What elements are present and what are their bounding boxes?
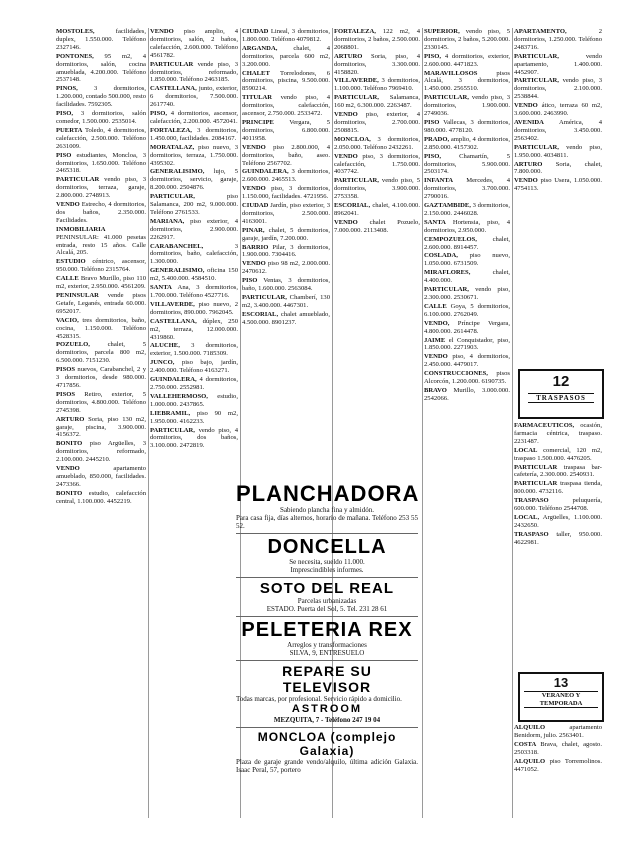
classified-ad-keyword: GUINDALERA, (150, 376, 197, 384)
classified-ad-keyword: PINAR, (242, 226, 265, 234)
ad-headline: REPARE SU TELEVISOR (282, 663, 372, 695)
classified-column-1 (56, 28, 146, 828)
classified-ad-keyword: LOCAL, (514, 513, 540, 521)
classified-ad: CONSTRUCCIONES, pisos Alcorcón, 1.200.000. 6190735. (424, 370, 510, 386)
classified-ad: PISOS nuevos, Carabanchel, 2 y 3 dormitorios, desde 980.000. 4717856. (56, 366, 146, 389)
ad-body: Para casa fija, días alternos, horario de mañana. Teléfono 253 55 52. (236, 514, 418, 530)
ad-body: ESTADO. Puerta del Sol, 5. Tel. 231 28 61 (266, 605, 388, 613)
classified-ad-keyword: VENDO, (424, 319, 450, 327)
classified-ad-keyword: MARIANA, (150, 217, 185, 225)
classified-ad: MONCLOA, 3 dormitorios, 2.050.000. Teléfono 2432261. (334, 135, 420, 151)
classified-ad-keyword: INFANTA (424, 177, 454, 185)
classified-ad-keyword: GUINDALERA, (242, 168, 289, 176)
classified-ad-keyword: SANTA (150, 284, 172, 292)
classified-ad-keyword: PARTICULAR (514, 463, 558, 471)
classified-ad: VENDO piso 2.800.000, 4 dormitorios, baño, aseo. Teléfono 2567702. (242, 143, 330, 167)
classified-ad: VENDO Estrecho, 4 dormitorios, dos baños, 2.350.000. Facilidades. (56, 201, 146, 224)
classified-ad-keyword: SUPERIOR, (424, 28, 460, 35)
classified-ad-keyword: FORTALEZA, (334, 28, 376, 35)
classified-ad: ALQUILO piso Torremolinos. 4471052. (514, 757, 602, 773)
classified-ad-keyword: ALUCHE, (150, 342, 180, 350)
classified-ad-keyword: BONITO (56, 489, 83, 497)
classified-ad-keyword: VENDO (424, 353, 448, 361)
classified-ad: ARTURO Soria, piso, 4 dormitorios, 3.300.000. 4158820. (334, 52, 420, 76)
classified-ad-keyword: PISO, (150, 110, 168, 118)
classified-ad: JUNCO, piso bajo, jardín, 2.400.000. Teléfono 4163271. (150, 359, 238, 375)
ad-headline: PELETERIA REX (241, 619, 413, 641)
classified-ad-keyword: PENINSULAR (56, 292, 99, 299)
classified-ad-keyword: PRINCIPE (242, 118, 274, 126)
classified-ad: JAIME el Conquistador, piso, 1.850.000. 2271903. (424, 336, 510, 352)
classified-column-5 (424, 28, 510, 828)
ad-subline: Sabiendo plancha fina y almidón. (280, 506, 374, 514)
classified-ad: PARTICULAR, Chamberí, 130 m2, 3.400.000. 4467301. (242, 294, 330, 309)
classified-ad: CALLE Goya, 5 dormitorios, 6.100.000. 2762049. (424, 302, 510, 318)
classified-ad-keyword: VENDO (514, 177, 538, 185)
classified-ad-keyword: ALQUILO (514, 724, 546, 731)
classified-ad-keyword: VILLAVERDE, (334, 77, 379, 85)
classified-ad: PARTICULAR, piso Salamanca, 200 m2, 9.000.000. Teléfono 2761533. (150, 193, 238, 216)
classified-ad-keyword: COSTA (514, 740, 537, 748)
ad-subline: Todas marcas, por profesional. Servicio rápido a domicilio. (236, 695, 402, 703)
display-ads-block (236, 480, 418, 777)
classified-ad-keyword: PARTICULAR (56, 176, 100, 184)
classified-ad-keyword: PARTICULAR, (334, 94, 379, 102)
classified-ad-keyword: VILLAVERDE, (150, 300, 195, 308)
classified-ad: FORTALEZA, 122 m2, 4 dormitorios, 2 baños, 2.500.000. 2068801. (334, 28, 420, 51)
classified-ad-keyword: PARTICULAR, (150, 426, 195, 434)
classified-ad: PARTICULAR, vendo piso, 1.950.000. 4034811. (514, 143, 602, 159)
classified-ad: GUINDALERA, 3 dormitorios, 2.600.000. 2465513. (242, 168, 330, 184)
classified-ad-keyword: GAZTAMBIDE, (424, 202, 471, 210)
classified-ad: CASTELLANA, junto, exterior, 6 dormitorios, 7.500.000. 2617740. (150, 85, 238, 109)
classified-ad: VENDO piso Usera, 1.050.000. 4754113. (514, 177, 602, 193)
classified-ad: PISO estudiantes, Moncloa, 3 dormitorios, 1.650.000. Teléfono 2465318. (56, 151, 146, 175)
column-separator (148, 28, 149, 818)
classified-ad-keyword: MARAVILLOSOS (424, 69, 478, 77)
classified-ad-keyword: ARTURO (334, 52, 363, 60)
classified-ad: VILLAVERDE, piso nuevo, 2 dormitorios, 890.000. 7962045. (150, 300, 238, 316)
classified-ad: PRINCIPE Vergara, 5 dormitorios, 6.800.000. 4011958. (242, 118, 330, 142)
classified-ad: VENDO piso, 3 dormitorios, calefacción, 1.750.000. 4037742. (334, 152, 420, 176)
classified-ad-keyword: CIUDAD (242, 28, 269, 35)
classified-ad-keyword: CIUDAD (242, 202, 269, 210)
classified-ad: VENDO piso amplio, 4 dormitorios, salón, 2 baños, calefacción, 2.600.000. Teléfono 4561782. (150, 28, 238, 59)
classified-ad-keyword: GENERALISIMO, (150, 267, 205, 275)
classified-ad-keyword: FARMACEUTICOS, (514, 422, 575, 429)
classified-ad-keyword: TRASPASO (514, 530, 549, 538)
classified-ad-keyword: POZUELO, (56, 341, 90, 349)
classified-ad-keyword: CARABANCHEL, (150, 242, 204, 250)
classified-ad-keyword: VENDO (56, 201, 80, 209)
classified-ad-keyword: MOSTOLES, (56, 28, 95, 35)
classified-ad-keyword: MONCLOA, (334, 135, 371, 143)
classified-ad-keyword: CALLE (56, 275, 79, 283)
classified-ad: PARTICULAR vende piso, 3 dormitorios, reformado, 1.850.000. Teléfono 2463185. (150, 60, 238, 84)
classified-ad-keyword: PISO (56, 151, 72, 159)
classified-ad-keyword: PARTICULAR, (514, 52, 559, 60)
classified-ad: APARTAMENTO, 2 dormitorios, 1.250.000. Teléfono 2483716. (514, 28, 602, 51)
classified-ad: ARTURO Soria, chalet, 7.800.000. (514, 160, 602, 176)
classified-ad: VILLAVERDE, 3 dormitorios, 1.100.000. Teléfono 7969410. (334, 77, 420, 93)
classified-column-6 (514, 28, 602, 368)
classified-ad-keyword: ESCORIAL, (334, 202, 371, 210)
classified-ad: PARTICULAR, Salamanca, 160 m2, 6.300.000. 2263487. (334, 94, 420, 110)
classified-ad: PISO, 4 dormitorios, exterior, 2.600.000. 4471823. (424, 52, 510, 68)
classified-ad-keyword: CASTELLANA, (150, 317, 197, 325)
classified-ad-keyword: LIEBRAMIL, (150, 409, 191, 417)
classified-column-6-veraneo (514, 724, 602, 824)
classified-ad-keyword: PARTICULAR, (242, 294, 287, 301)
classified-ad-keyword: VENDO (242, 260, 266, 268)
classified-ad: PINOS, 3 dormitorios, 1.200.000, contado 500.000, resto facilidades. 7592305. (56, 85, 146, 109)
ad-subline: Se necesita, sueldo 11.000. (289, 558, 365, 566)
classified-ad: SANTA Ana, 3 dormitorios, 1.700.000. Teléfono 4527716. (150, 284, 238, 299)
classified-ad: VENDO piso, 3 dormitorios, 1.150.000, facilidades. 4721956. (242, 185, 330, 201)
ad-body: SILVA, 9, ENTRESUELO (289, 649, 365, 657)
classified-ad: VENDO, Príncipe Vergara, 4.800.000. 2614478. (424, 319, 510, 335)
classified-ad-keyword: COSLADA, (424, 252, 458, 260)
classified-ad: ESTUDIO céntrico, ascensor, 950.000. Teléfono 2315764. (56, 258, 146, 274)
ad-planchadora (236, 480, 418, 534)
classified-ad-keyword: PARTICULAR, (334, 177, 379, 185)
classified-ad: SUPERIOR, vendo piso, 5 dormitorios, 2 baños, 5.200.000. 2330145. (424, 28, 510, 51)
classified-ad: PARTICULAR, vendo piso, 4 dormitorios, dos baños, 3.100.000. 2472819. (150, 426, 238, 450)
classified-ad-keyword: VENDO (334, 152, 358, 160)
classified-ad: PARTICULAR, vendo piso, 3 dormitorios, 1.900.000. 2749036. (424, 94, 510, 118)
classified-ad: GENERALISIMO, lujo, 5 dormitorios, servicio, garaje, 8.200.000. 2504876. (150, 168, 238, 192)
ad-doncella (236, 534, 418, 578)
column-separator (422, 28, 423, 818)
ad-subline: Parcelas urbanizadas (297, 597, 357, 605)
classified-ad-keyword: CEMPOZUELOS, (424, 235, 477, 243)
classified-ad: VENDO chalet Pozuelo, 7.000.000. 2113408. (334, 218, 420, 234)
classified-ad-keyword: MORATALAZ, (150, 143, 195, 151)
column-separator (512, 28, 513, 818)
classified-ad-keyword: BONITO (56, 440, 83, 448)
classified-ad-keyword: ALQUILO (514, 757, 546, 765)
classified-ad: ALQUILO apartamento Benidorm, julio. 2563401. (514, 724, 602, 739)
classified-ad-keyword: BRAVO (424, 386, 447, 394)
ad-brand: ASTROOM (291, 703, 363, 715)
classified-ad: LOCAL comercial, 120 m2, traspaso 1.500.000. 4476205. (514, 446, 602, 462)
classified-ad: MARIANA, piso exterior, 4 dormitorios, 2.900.000. 2262917. (150, 217, 238, 241)
ad-body: Imprescindibles informes. (290, 566, 364, 574)
classified-ad: PUERTA Toledo, 4 dormitorios, calefacción, 2.500.000. Teléfono 2631009. (56, 126, 146, 150)
classified-ad: CEMPOZUELOS, chalet, 2.600.000. 8914457. (424, 235, 510, 251)
classified-ad-keyword: PRADO, (424, 135, 450, 143)
classified-ad: CIUDAD Lineal, 3 dormitorios, 1.800.000. Teléfono 4079812. (242, 28, 330, 43)
ad-headline: SOTO DEL REAL (259, 580, 395, 597)
classified-column-3 (242, 28, 330, 468)
classified-ad: PISO, 3 dormitorios, salón comedor, 1.500.000. 2535014. (56, 110, 146, 125)
classified-ad-keyword: ARTURO (514, 160, 543, 168)
classified-ad-keyword: PARTICULAR, (514, 143, 559, 151)
ad-address: MEZQUITA, 7 - Teléfono 247 19 04 (273, 716, 381, 724)
classified-ad: TRASPASO peluquería, 600.000. Teléfono 2544708. (514, 497, 602, 513)
classified-ad: VENDO ático, terraza 60 m2, 3.600.000. 2463990. (514, 102, 602, 118)
classified-ad: BARRIO Pilar, 3 dormitorios, 1.900.000. 7304416. (242, 243, 330, 259)
classified-column-6-traspasos (514, 422, 602, 668)
ad-headline: MONCLOA (complejo Galaxia) (257, 730, 397, 758)
ad-headline: DONCELLA (267, 536, 387, 558)
ad-subline: Arreglos y transformaciones (287, 641, 367, 649)
classified-ad-keyword: VENDO (56, 465, 80, 473)
classified-ad-keyword: PINOS, (56, 85, 78, 93)
classified-ad: GAZTAMBIDE, 3 dormitorios, 2.150.000. 2446028. (424, 202, 510, 217)
classified-ad: PISOS Retiro, exterior, 5 dormitorios, 4.800.000. Teléfono 2745398. (56, 390, 146, 414)
ad-headline: PLANCHADORA (236, 481, 420, 506)
classified-ad: BONITO piso Argüelles, 3 dormitorios, reformado, 2.100.000. 2445210. (56, 440, 146, 464)
classified-ad-keyword: APARTAMENTO, (514, 28, 567, 35)
classified-ad: PINAR, chalet, 5 dormitorios, garaje, jardín, 7.200.000. (242, 226, 330, 242)
classified-ad-keyword: INMOBILIARIA (56, 225, 106, 233)
classified-ad: PARTICULAR traspasa tienda, 800.000. 4732116. (514, 480, 602, 496)
section-number: 13 (553, 675, 569, 690)
classified-ad: CHALET Torrelodones, 6 dormitorios, piscina, 9.500.000. 8590214. (242, 69, 330, 93)
classified-ad: VACIO, tres dormitorios, baño, cocina, 1.150.000. Teléfono 4528315. (56, 316, 146, 340)
classified-ad-keyword: CHALET (242, 69, 270, 77)
section-label: VERANEO Y TEMPORADA (524, 691, 598, 708)
classified-ad: POZUELO, chalet, 5 dormitorios, parcela 800 m2, 6.500.000. 7151230. (56, 341, 146, 365)
classified-ad: VENDO apartamento amueblado, 850.000, facilidades. 2473366. (56, 465, 146, 488)
classified-ad: ESCORIAL, chalet amueblado, 4.500.000. 8901237. (242, 310, 330, 326)
classified-ad-keyword: VENDO (334, 111, 358, 119)
classified-ad-keyword: CONSTRUCCIONES, (424, 370, 488, 378)
classified-ad-keyword: VENDO (242, 185, 266, 193)
classified-ad: VALLEHERMOSO, estudio, 1.000.000. 2437865. (150, 392, 238, 408)
classified-ad: FARMACEUTICOS, ocasión, farmacia céntrica, traspaso. 2231487. (514, 422, 602, 445)
classified-ad-keyword: AVENIDA (514, 118, 544, 126)
classified-ad: MIRAFLORES, chalet, 4.400.000. (424, 269, 510, 285)
classified-ad: CASTELLANA, dúplex, 250 m2, terraza, 12.000.000. 4319860. (150, 317, 238, 341)
classified-ad-keyword: PARTICULAR, (424, 94, 469, 102)
classified-ad: PISO Ventas, 3 dormitorios, baño, 1.600.000. 2563084. (242, 277, 330, 293)
classified-ad: PARTICULAR, vendo apartamento, 1.400.000. 4452907. (514, 52, 602, 76)
classified-ad-keyword: VENDO (334, 218, 358, 226)
classified-ad-keyword: ARTURO (56, 415, 85, 423)
classified-ad: LIEBRAMIL, piso 90 m2, 1.950.000. 4162233. (150, 409, 238, 425)
classified-ad: COSTA Brava, chalet, agosto. 2503318. (514, 740, 602, 756)
classified-ad: BRAVO Murillo, 3.000.000. 2542066. (424, 386, 510, 402)
classified-ad: PISO, 4 dormitorios, ascensor, calefacción, 2.200.000. 4572041. (150, 110, 238, 125)
classified-ad-keyword: CASTELLANA, (150, 85, 197, 93)
ad-repare-televisor (236, 661, 418, 728)
classified-ad-keyword: PISO (242, 277, 258, 285)
classified-ad: FORTALEZA, 3 dormitorios, 1.450.000, facilidades. 2084167. (150, 126, 238, 142)
section-header-traspasos (518, 369, 604, 419)
classified-ad-keyword: PISOS (56, 366, 76, 374)
classified-ad-keyword: PISOS (56, 390, 76, 398)
classified-ad: PISO Vallecas, 3 dormitorios, 980.000. 4778120. (424, 118, 510, 134)
classified-ad-keyword: ARGANDA, (242, 44, 278, 52)
section-number: 12 (552, 373, 570, 390)
classified-ad: CIUDAD Jardín, piso exterior, 3 dormitorios, 2.500.000. 4163001. (242, 202, 330, 225)
classified-ad-keyword: SANTA (424, 218, 446, 226)
classified-ad-keyword: JAIME (424, 336, 446, 344)
classified-ad-keyword: PARTICULAR, (150, 193, 195, 201)
classified-ad: AVENIDA América, 4 dormitorios, 3.450.000. 2563402. (514, 118, 602, 142)
classified-ad-keyword: JUNCO, (150, 359, 175, 367)
classified-ad: PARTICULAR, vendo piso, 5 dormitorios, 3.900.000. 2753358. (334, 177, 420, 201)
classified-column-2 (150, 28, 238, 828)
classified-ad-keyword: VALLEHERMOSO, (150, 392, 208, 400)
classified-ad-keyword: VACIO, (56, 316, 79, 324)
classified-ad: VENDO piso 98 m2, 2.000.000. 2470612. (242, 260, 330, 276)
classified-ad-keyword: VENDO (514, 102, 538, 110)
classified-ad-keyword: PISO, (424, 52, 442, 60)
classified-ad: ESCORIAL, chalet, 4.100.000. 8962041. (334, 202, 420, 217)
classified-ad-keyword: PARTICULAR, (424, 286, 469, 294)
classified-ad: ARGANDA, chalet, 4 dormitorios, parcela 600 m2, 3.200.000. (242, 44, 330, 68)
classified-ad-keyword: PARTICULAR (150, 60, 194, 68)
classified-ad-keyword: ESCORIAL, (242, 310, 279, 318)
classified-ad: PARTICULAR traspasa bar-cafetería, 2.300.000. 2540931. (514, 463, 602, 479)
classified-ad: MORATALAZ, piso nuevo, 3 dormitorios, terraza, 1.750.000. 4395302. (150, 143, 238, 167)
classified-ad: PARTICULAR, vendo piso, 2.300.000. 2530671. (424, 286, 510, 301)
classified-ad-keyword: MIRAFLORES, (424, 269, 471, 277)
classified-ad-keyword: PISO, (424, 152, 442, 160)
classified-ad: VENDO piso, exterior, 4 dormitorios, 2.700.000. 2508815. (334, 111, 420, 134)
classified-ad-keyword: PISO, (56, 110, 74, 118)
classified-ad: VENDO piso, 4 dormitorios, 2.450.000. 4479017. (424, 353, 510, 369)
classified-ad: ALUCHE, 3 dormitorios, exterior, 1.500.000. 7185309. (150, 342, 238, 358)
classified-ad: INFANTA Mercedes, 4 dormitorios, 3.700.000. 2790016. (424, 177, 510, 201)
classified-ad-keyword: LOCAL (514, 446, 538, 454)
classified-ad: LOCAL, Argüelles, 1.100.000. 2432650. (514, 513, 602, 529)
classified-ad: TITULAR vendo piso, 4 dormitorios, calefacción, ascensor, 2.750.000. 2533472. (242, 94, 330, 118)
classified-ad: CARABANCHEL, 3 dormitorios, baño, calefacción, 1.300.000. (150, 242, 238, 266)
classified-ad: CALLE Bravo Murillo, piso 110 m2, exterior, 2.950.000. 4561209. (56, 275, 146, 291)
classified-ad: TRASPASO taller, 950.000. 4622981. (514, 530, 602, 546)
classified-ad-keyword: TRASPASO (514, 497, 549, 505)
classified-ad: PARTICULAR, vendo piso, 3 dormitorios, 2.100.000. 2538844. (514, 77, 602, 101)
section-header-veraneo (518, 672, 604, 722)
classified-ad: PONTONES, 95 m2, 4 dormitorios, salón, cocina amueblada, 4.200.000. Teléfono 2537148. (56, 52, 146, 84)
ad-body: Plaza de garaje grande vendo/alquilo, última adición Galaxia. Isaac Peral, 57, portero (236, 758, 418, 774)
classified-ad-keyword: PONTONES, (56, 52, 94, 60)
classified-ad-keyword: TITULAR (242, 94, 273, 102)
classified-ad: MOSTOLES, facilidades, duplex, 1.550.000. Teléfono 2327146. (56, 28, 146, 51)
section-label: TRASPASOS (528, 393, 594, 403)
classified-ad: PISO, Chamartín, 5 dormitorios, 5.900.000. 2503174. (424, 152, 510, 176)
ad-soto-del-real (236, 578, 418, 617)
classified-ad: MARAVILLOSOS pisos Alcalá, 3 dormitorios, 1.450.000. 2565510. (424, 69, 510, 93)
classified-ad-keyword: GENERALISIMO, (150, 168, 205, 176)
classified-ad: BONITO estudio, calefacción central, 1.100.000. 4452219. (56, 489, 146, 505)
classified-ad: GUINDALERA, 4 dormitorios, 2.750.000. 2552981. (150, 376, 238, 391)
classified-ad: SANTA Hortensia, piso, 4 dormitorios, 2.950.000. (424, 218, 510, 234)
classified-ad: ARTURO Soria, piso 130 m2, garaje, piscina, 3.900.000. 4156372. (56, 415, 146, 439)
ad-moncloa-galaxia (236, 728, 418, 777)
classified-ad-keyword: PUERTA (56, 126, 83, 134)
classified-ad-keyword: VENDO (242, 143, 266, 151)
classified-ad-keyword: PISO (424, 118, 440, 126)
classified-ad-keyword: ESTUDIO (56, 258, 86, 266)
classified-ad-keyword: BARRIO (242, 243, 269, 251)
classified-ad: COSLADA, piso nuevo, 1.050.000. 6731509. (424, 252, 510, 268)
classified-column-4 (334, 28, 420, 468)
classified-ad-keyword: FORTALEZA, (150, 126, 192, 134)
classified-ad: GENERALISIMO, oficina 150 m2, 5.400.000. 4584510. (150, 267, 238, 283)
ad-peleteria-rex (236, 617, 418, 661)
classified-ad: PRADO, amplio, 4 dormitorios, 2.850.000. 4157302. (424, 135, 510, 151)
classified-ad: INMOBILIARIA PENINSULAR: 41.000 pesetas entrada, resto 15 años. Calle Alcalá, 205. (56, 225, 146, 257)
classified-ad-keyword: PARTICULAR, (514, 77, 559, 85)
classified-ad-keyword: PARTICULAR (514, 480, 558, 488)
classified-ad-keyword: VENDO (150, 28, 174, 35)
classified-ad: PARTICULAR vendo piso, 3 dormitorios, terraza, garaje, 2.800.000. 2748913. (56, 176, 146, 200)
classified-ad: PENINSULAR vende pisos Getafe, Leganés, entrada 60.000. 6952017. (56, 292, 146, 315)
classified-ad-keyword: CALLE (424, 302, 447, 310)
